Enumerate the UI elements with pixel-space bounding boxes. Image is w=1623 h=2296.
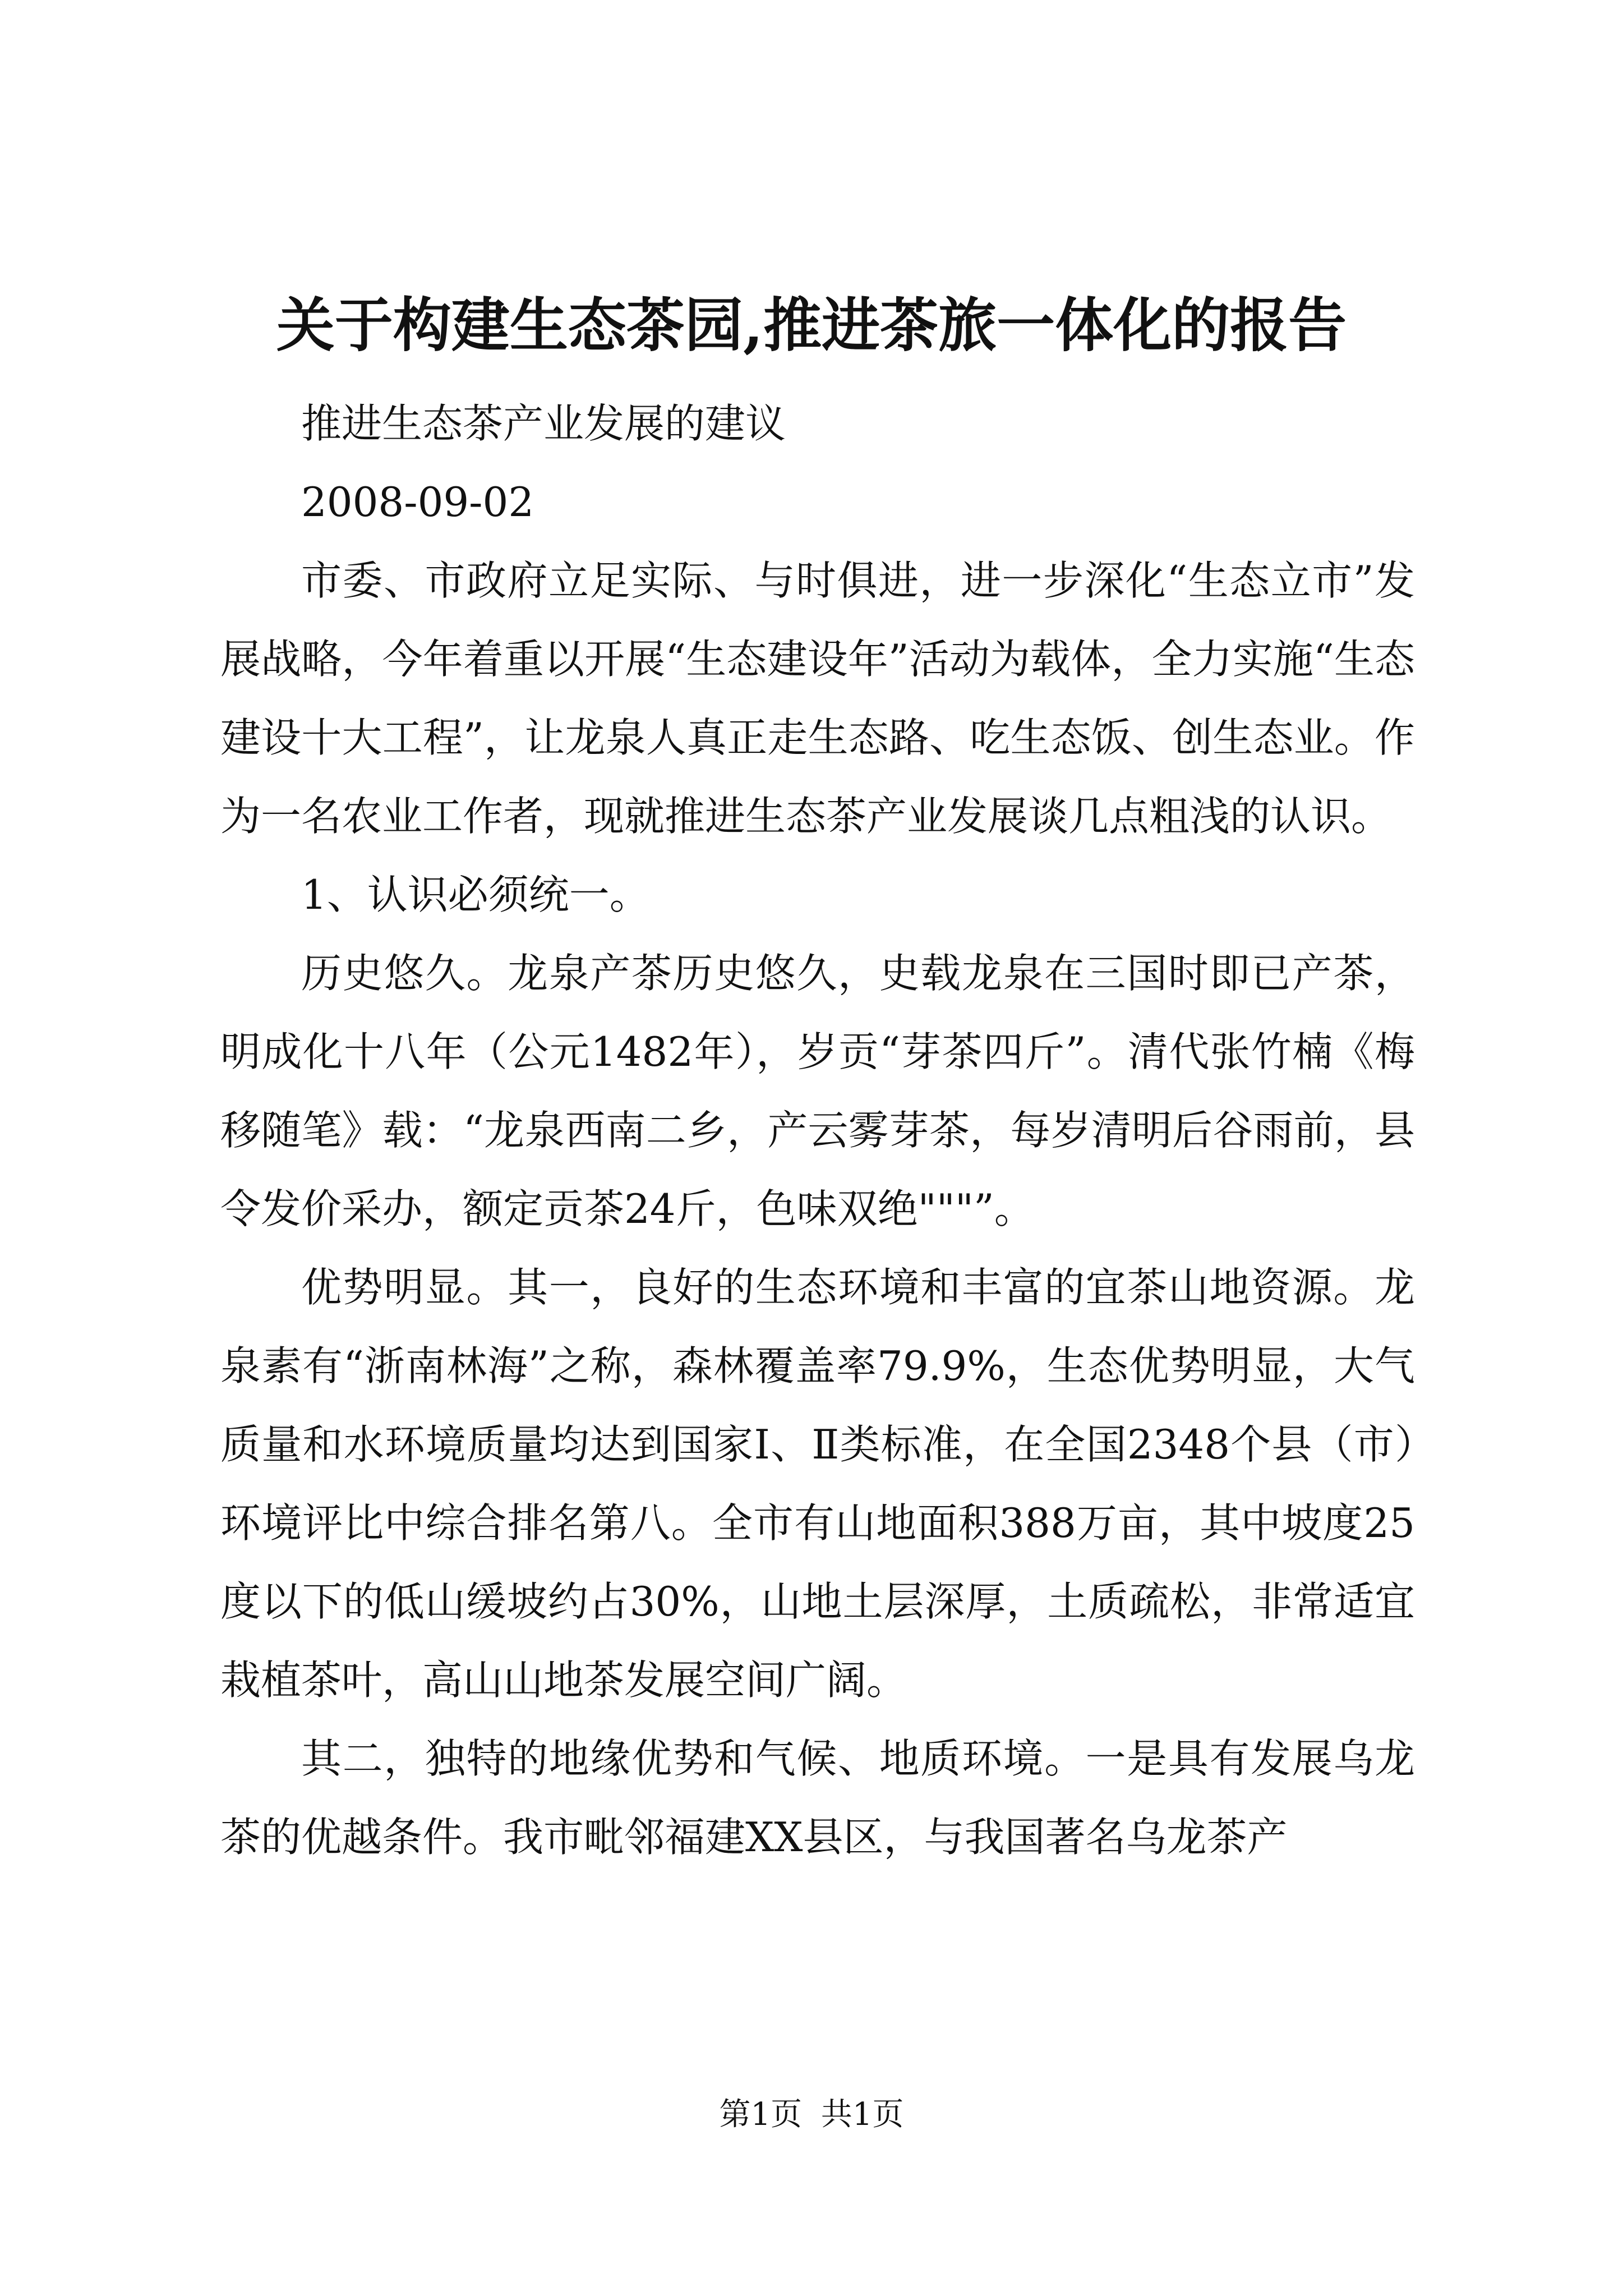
page-footer (0, 2092, 1623, 2137)
history-paragraph: 历史悠久。龙泉产茶历史悠久，史载龙泉在三国时即已产茶，明成化十八年（公元1482年），岁贡“芽茶四斤”。清代张竹楠《梅移随笔》载：“龙泉西南二乡，产云雾芽茶，每岁清明后谷雨前，县令发价采办，额定贡茶24斤，色味双绝"""”。 (220, 950, 1415, 1232)
date-paragraph: 2008-09-02 (301, 478, 534, 526)
document-title: 关于构建生态茶园,推进茶旅一体化的报告 (276, 291, 1347, 360)
subtitle-paragraph: 推进生态茶产业发展的建议 (301, 400, 786, 447)
geography-paragraph: 其二，独特的地缘优势和气候、地质环境。一是具有发展乌龙茶的优越条件。我市毗邻福建XX县区，与我国著名乌龙茶产 (220, 1735, 1415, 1861)
page-number: 第1页 (719, 2096, 803, 2133)
intro-paragraph: 市委、市政府立足实际、与时俱进，进一步深化“生态立市”发展战略，今年着重以开展“生态建设年”活动为载体，全力实施“生态建设十大工程”，让龙泉人真正走生态路、吃生态饭、创生态业。作为一名农业工作者，现就推进生态茶产业发展谈几点粗浅的认识。 (220, 557, 1415, 840)
page-total: 共1页 (820, 2096, 904, 2133)
advantage-paragraph: 优势明显。其一，良好的生态环境和丰富的宜茶山地资源。龙泉素有“浙南林海”之称，森林覆盖率79.9%，生态优势明显，大气质量和水环境质量均达到国家Ⅰ、Ⅱ类标准，在全国2348个县（市）环境评比中综合排名第八。全市有山地面积388万亩，其中坡度25度以下的低山缓坡约占30%，山地土层深厚，土质疏松，非常适宜栽植茶叶，高山山地茶发展空间广阔。 (220, 1264, 1415, 1704)
section-heading-paragraph: 1、认识必须统一。 (301, 871, 650, 918)
document-body (220, 384, 1415, 1876)
